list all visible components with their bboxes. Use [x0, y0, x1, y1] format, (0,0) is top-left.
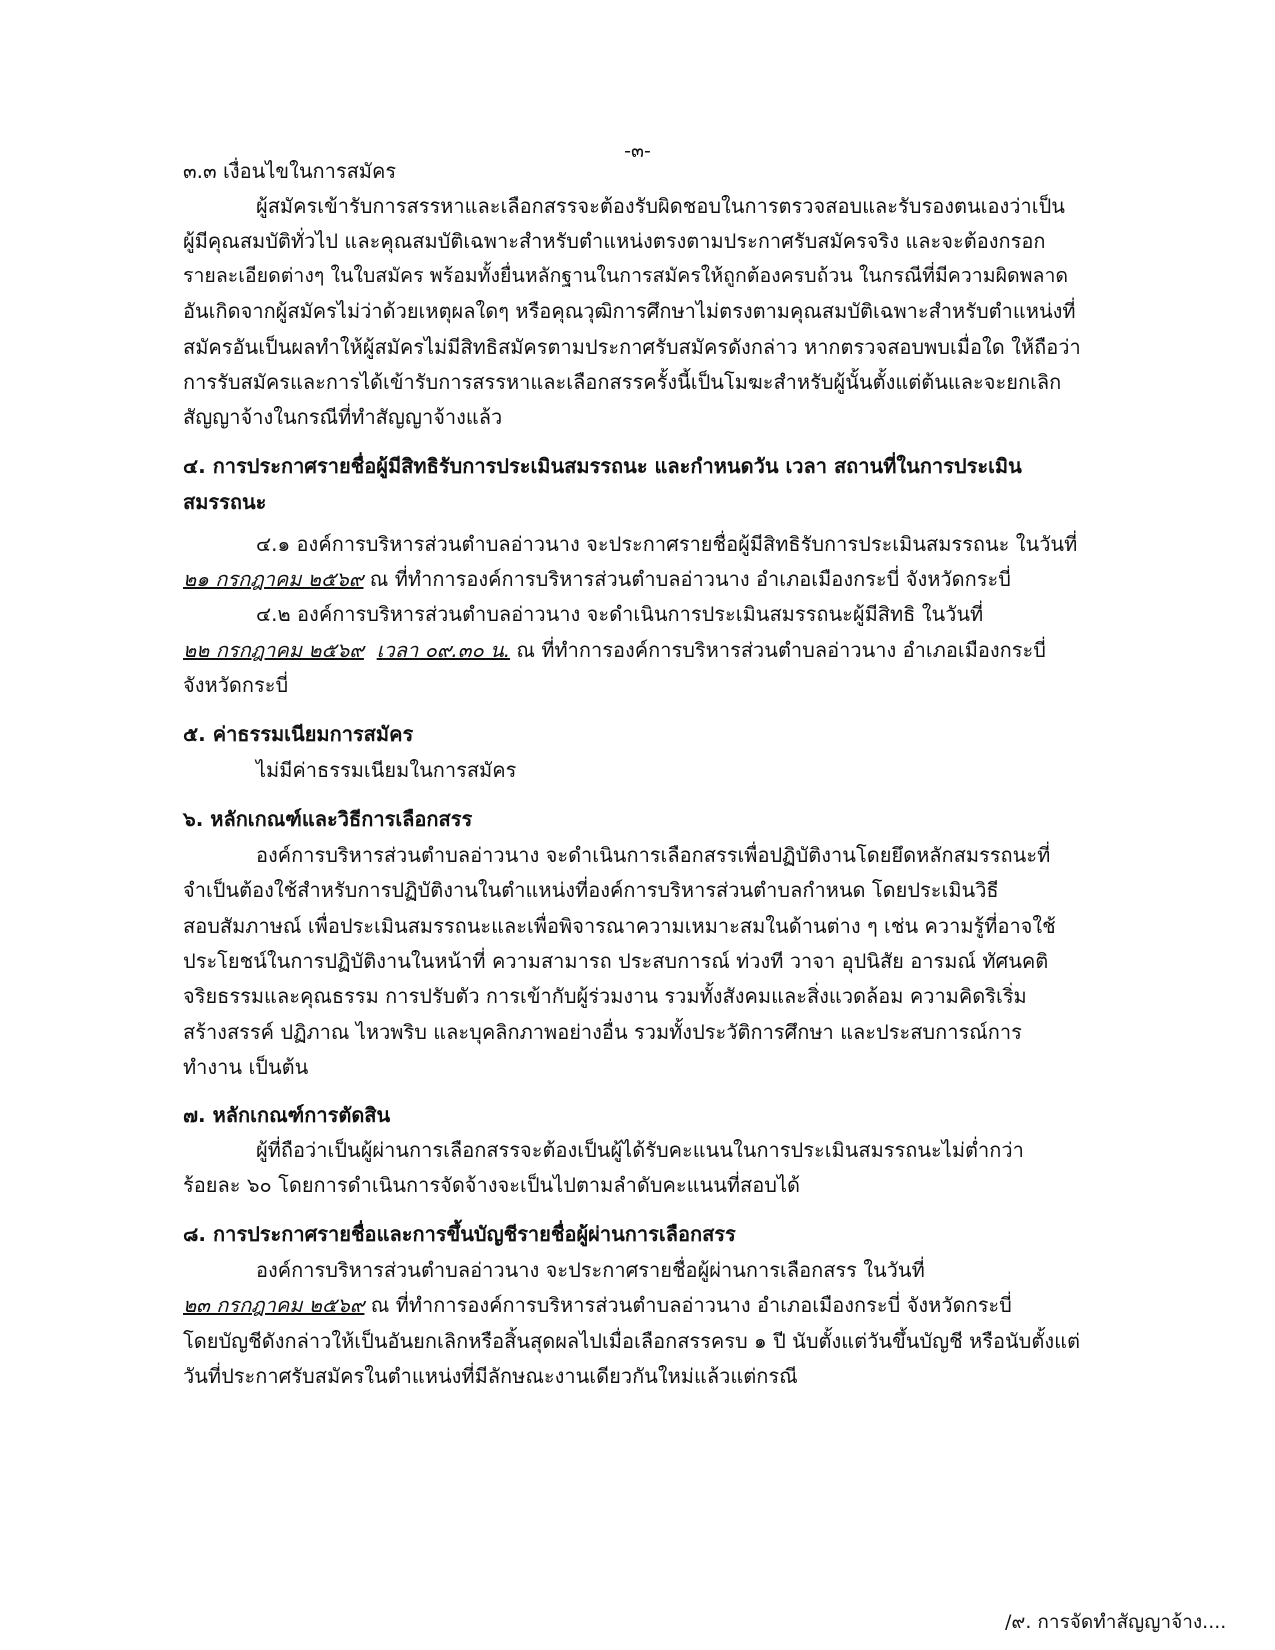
paragraph-line: วันที่ประกาศรับสมัครในตำแหน่งที่มีลักษณะงานเดียวกันใหม่แล้วแต่กรณี [183, 1364, 798, 1388]
section-4-heading-cont: สมรรถนะ [183, 490, 267, 514]
paragraph-line: ผู้มีคุณสมบัติทั่วไป และคุณสมบัติเฉพาะสำหรับตำแหน่งตรงตามประกาศรับสมัครจริง และจะต้องกรอก [183, 229, 1046, 253]
section-7-heading: ๗. หลักเกณฑ์การตัดสิน [183, 1103, 391, 1127]
paragraph-line: สัญญาจ้างในกรณีที่ทำสัญญาจ้างแล้ว [183, 405, 503, 429]
paragraph-line: จำเป็นต้องใช้สำหรับการปฏิบัติงานในตำแหน่งที่องค์การบริหารส่วนตำบลกำหนด โดยประเมินวิธี [183, 878, 999, 902]
paragraph-line: อันเกิดจากผู้สมัครไม่ว่าด้วยเหตุผลใดๆ หรือคุณวุฒิการศึกษาไม่ตรงตามคุณสมบัติเฉพาะสำหรับตำแหน่งที่ [183, 299, 1076, 323]
paragraph-line: ประโยชน์ในการปฏิบัติงานในหน้าที่ ความสามารถ ประสบการณ์ ท่วงที วาจา อุปนิสัย อารมณ์ ทัศนคติ [183, 949, 1049, 973]
paragraph-line: ผู้ที่ถือว่าเป็นผู้ผ่านการเลือกสรรจะต้องเป็นผู้ได้รับคะแนนในการประเมินสมรรถนะไม่ต่ำกว่า [256, 1138, 1024, 1162]
paragraph-line [183, 565, 1011, 593]
paragraph-line: สร้างสรรค์ ปฏิภาณ ไหวพริบ และบุคลิกภาพอย่างอื่น รวมทั้งประวัติการศึกษา และประสบการณ์การ [183, 1020, 1022, 1044]
paragraph-line: ผู้สมัครเข้ารับการสรรหาและเลือกสรรจะต้องรับผิดชอบในการตรวจสอบและรับรองตนเองว่าเป็น [256, 194, 1065, 218]
continuation-footer: /๙. การจัดทำสัญญาจ้าง.... [1005, 1611, 1227, 1633]
paragraph-line: รายละเอียดต่างๆ ในใบสมัคร พร้อมทั้งยื่นหลักฐานในการสมัครให้ถูกต้องครบถ้วน ในกรณีที่มีความผิดพลาด [183, 264, 1069, 287]
location-text: ณ ที่ทำการองค์การบริหารส่วนตำบลอ่าวนาง อำเภอเมืองกระบี่ จังหวัดกระบี่ [363, 567, 1011, 591]
location-text: ณ ที่ทำการองค์การบริหารส่วนตำบลอ่าวนาง อำเภอเมืองกระบี่ [510, 638, 1046, 662]
paragraph-line: ทำงาน เป็นต้น [183, 1055, 309, 1079]
section-5-heading: ๕. ค่าธรรมเนียมการสมัคร [183, 722, 414, 746]
date-text: ๒๑ กรกฎาคม ๒๕๖๙ [183, 567, 364, 591]
paragraph-line: การรับสมัครและการได้เข้ารับการสรรหาและเลือกสรรครั้งนี้เป็นโมฆะสำหรับผู้นั้นตั้งแต่ต้นและจะยกเลิก [183, 370, 1062, 394]
section-4-heading: ๔. การประกาศรายชื่อผู้มีสิทธิรับการประเมินสมรรถนะ และกำหนดวัน เวลา สถานที่ในการประเมิน [183, 454, 1022, 478]
paragraph-line: ไม่มีค่าธรรมเนียมในการสมัคร [256, 758, 517, 782]
paragraph-line: จังหวัดกระบี่ [183, 673, 289, 697]
section-8-heading: ๘. การประกาศรายชื่อและการขึ้นบัญชีรายชื่อผู้ผ่านการเลือกสรร [183, 1222, 736, 1246]
page-number: -๓- [624, 140, 651, 162]
date-text: ๒๓ กรกฎาคม ๒๕๖๙ [183, 1293, 365, 1317]
paragraph-line: โดยบัญชีดังกล่าวให้เป็นอันยกเลิกหรือสิ้นสุดผลไปเมื่อเลือกสรรครบ ๑ ปี นับตั้งแต่วันขึ้นบัญชี หรือนับตั้งแต่ [183, 1329, 1081, 1353]
date-text: ๒๒ กรกฎาคม ๒๕๖๙ [183, 638, 364, 662]
paragraph-line: องค์การบริหารส่วนตำบลอ่าวนาง จะดำเนินการเลือกสรรเพื่อปฏิบัติงานโดยยึดหลักสมรรถนะที่ [256, 843, 1051, 867]
paragraph-line: จริยธรรมและคุณธรรม การปรับตัว การเข้ากับผู้ร่วมงาน รวมทั้งสังคมและสิ่งแวดล้อม ความคิดริเริ่ม [183, 984, 1027, 1008]
paragraph-line: สมัครอันเป็นผลทำให้ผู้สมัครไม่มีสิทธิสมัครตามประกาศรับสมัครดังกล่าว หากตรวจสอบพบเมื่อใด ให้ถือว่า [183, 335, 1081, 359]
paragraph-line [183, 636, 1046, 664]
time-text: เวลา ๐๙.๓๐ น. [376, 638, 511, 662]
paragraph-line: องค์การบริหารส่วนตำบลอ่าวนาง จะประกาศรายชื่อผู้ผ่านการเลือกสรร ในวันที่ [256, 1258, 925, 1282]
paragraph-line: ๔.๑ องค์การบริหารส่วนตำบลอ่าวนาง จะประกาศรายชื่อผู้มีสิทธิรับการประเมินสมรรถนะ ในวันที่ [256, 532, 1078, 556]
section-6-heading: ๖. หลักเกณฑ์และวิธีการเลือกสรร [183, 807, 473, 831]
paragraph-line: สอบสัมภาษณ์ เพื่อประเมินสมรรถนะและเพื่อพิจารณาความเหมาะสมในด้านต่าง ๆ เช่น ความรู้ที่อาจใช้ [183, 914, 1056, 938]
location-text: ณ ที่ทำการองค์การบริหารส่วนตำบลอ่าวนาง อำเภอเมืองกระบี่ จังหวัดกระบี่ [364, 1293, 1012, 1317]
section-3-3-heading: ๓.๓ เงื่อนไขในการสมัคร [183, 159, 397, 183]
paragraph-line: ๔.๒ องค์การบริหารส่วนตำบลอ่าวนาง จะดำเนินการประเมินสมรรถนะผู้มีสิทธิ ในวันที่ [256, 602, 984, 626]
paragraph-line [183, 1291, 1012, 1319]
paragraph-line: ร้อยละ ๖๐ โดยการดำเนินการจัดจ้างจะเป็นไปตามลำดับคะแนนที่สอบได้ [183, 1173, 801, 1197]
